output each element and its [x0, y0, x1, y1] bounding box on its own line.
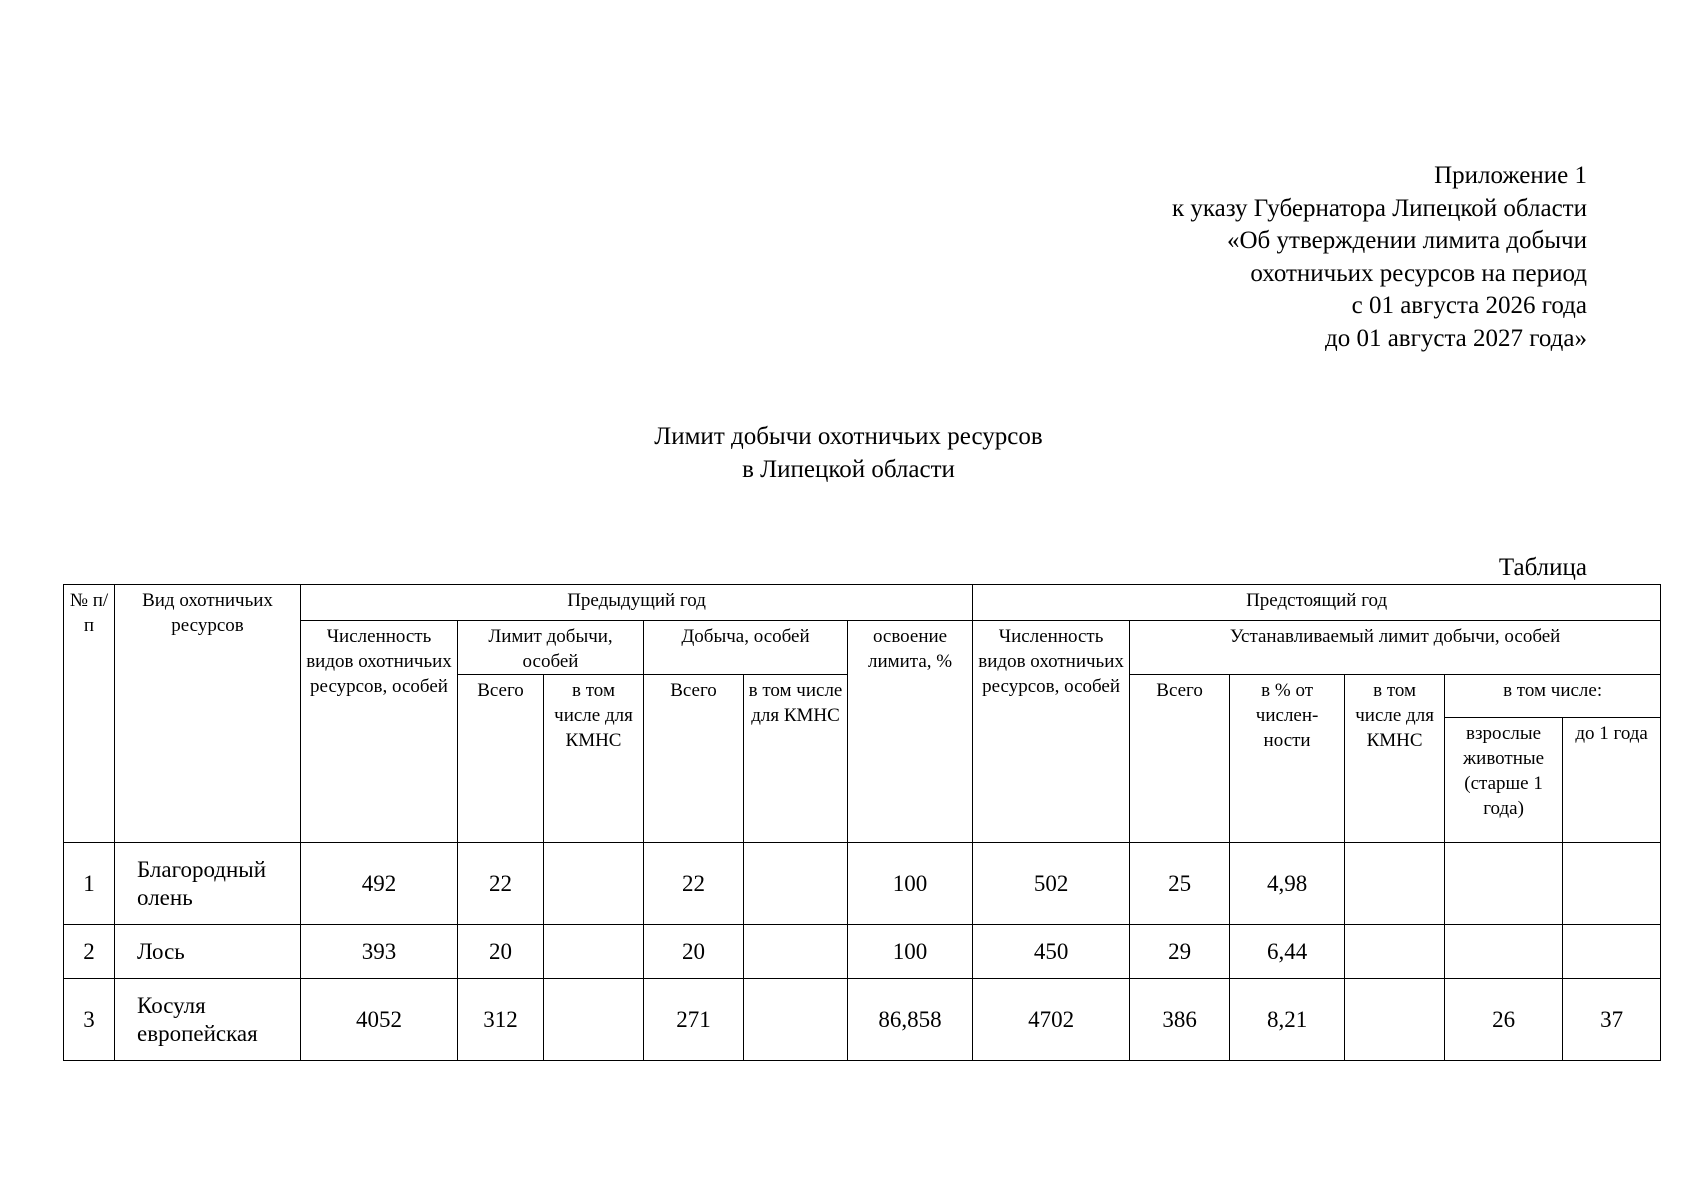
table-row [64, 979, 1661, 1061]
cell-prev-harvest-kmns [744, 979, 848, 1061]
cell-prev-limit-kmns [544, 925, 644, 979]
cell-prev-population: 492 [301, 843, 458, 925]
header-next-population: Численность видов охотничьих ресурсов, особей [973, 621, 1130, 843]
cell-adults [1445, 925, 1563, 979]
table-row [64, 843, 1661, 925]
cell-next-kmns [1345, 925, 1445, 979]
cell-next-pct: 8,21 [1230, 979, 1345, 1061]
cell-next-population: 502 [973, 843, 1130, 925]
cell-prev-limit-total: 22 [458, 843, 544, 925]
cell-under1 [1563, 843, 1661, 925]
cell-prev-harvest-total: 20 [644, 925, 744, 979]
header-next-total: Всего [1130, 675, 1230, 843]
header-prev-limit-total: Всего [458, 675, 544, 843]
table-row [64, 925, 1661, 979]
cell-next-total: 386 [1130, 979, 1230, 1061]
cell-prev-harvest-total: 22 [644, 843, 744, 925]
header-prev-population: Численность видов охотничьих ресурсов, особей [301, 621, 458, 843]
cell-under1 [1563, 925, 1661, 979]
header-species: Вид охотничьих ресурсов [115, 585, 301, 843]
header-prev-limit-kmns: в том числе для КМНС [544, 675, 644, 843]
header-adults: взрослые животные (старше 1 года) [1445, 718, 1563, 843]
header-prev-year: Предыдущий год [301, 585, 973, 621]
cell-next-population: 4702 [973, 979, 1130, 1061]
header-next-year: Предстоящий год [973, 585, 1661, 621]
header-row [64, 621, 1661, 675]
cell-prev-harvest-kmns [744, 843, 848, 925]
cell-prev-population: 393 [301, 925, 458, 979]
cell-usage: 86,858 [848, 979, 973, 1061]
appendix-line: охотничьих ресурсов на период [1250, 259, 1587, 287]
cell-next-population: 450 [973, 925, 1130, 979]
document-title [0, 421, 1697, 486]
appendix-line: с 01 августа 2026 года [1351, 292, 1587, 319]
cell-species: Благородный олень [115, 843, 301, 925]
header-prev-harvest: Добыча, особей [644, 621, 848, 675]
header-under1: до 1 года [1563, 718, 1661, 843]
cell-adults [1445, 843, 1563, 925]
cell-next-kmns [1345, 843, 1445, 925]
document-title-line: Лимит добычи охотничьих ресурсов [654, 423, 1043, 450]
header-row [64, 585, 1661, 621]
appendix-line: «Об утверждении лимита добычи [1227, 227, 1587, 254]
appendix-line: Приложение 1 [1434, 162, 1587, 189]
cell-num: 1 [64, 843, 115, 925]
cell-prev-limit-kmns [544, 979, 644, 1061]
header-prev-limit: Лимит добычи, особей [458, 621, 644, 675]
header-next-pct: в % от числен-ности [1230, 675, 1345, 843]
cell-next-total: 25 [1130, 843, 1230, 925]
header-next-kmns: в том числе для КМНС [1345, 675, 1445, 843]
cell-prev-limit-total: 20 [458, 925, 544, 979]
cell-prev-population: 4052 [301, 979, 458, 1061]
header-num: № п/п [64, 585, 115, 843]
cell-species: Лось [115, 925, 301, 979]
appendix-block [1172, 160, 1587, 355]
header-prev-usage: освоение лимита, % [848, 621, 973, 843]
header-next-limit: Устанавливаемый лимит добычи, особей [1130, 621, 1661, 675]
header-incl: в том числе: [1445, 675, 1661, 718]
cell-under1: 37 [1563, 979, 1661, 1061]
cell-num: 3 [64, 979, 115, 1061]
cell-next-pct: 4,98 [1230, 843, 1345, 925]
header-prev-harvest-total: Всего [644, 675, 744, 843]
appendix-line: до 01 августа 2027 года» [1324, 324, 1587, 352]
cell-usage: 100 [848, 843, 973, 925]
cell-prev-limit-total: 312 [458, 979, 544, 1061]
cell-prev-harvest-total: 271 [644, 979, 744, 1061]
cell-num: 2 [64, 925, 115, 979]
cell-next-total: 29 [1130, 925, 1230, 979]
cell-adults: 26 [1445, 979, 1563, 1061]
header-prev-harvest-kmns: в том числе для КМНС [744, 675, 848, 843]
cell-next-kmns [1345, 979, 1445, 1061]
limits-table [63, 584, 1661, 1061]
table-caption: Таблица [1498, 554, 1587, 581]
cell-prev-harvest-kmns [744, 925, 848, 979]
appendix-line: к указу Губернатора Липецкой области [1171, 194, 1587, 222]
cell-next-pct: 6,44 [1230, 925, 1345, 979]
cell-species: Косуля европейская [115, 979, 301, 1061]
cell-usage: 100 [848, 925, 973, 979]
document-title-line: в Липецкой области [742, 455, 955, 483]
cell-prev-limit-kmns [544, 843, 644, 925]
